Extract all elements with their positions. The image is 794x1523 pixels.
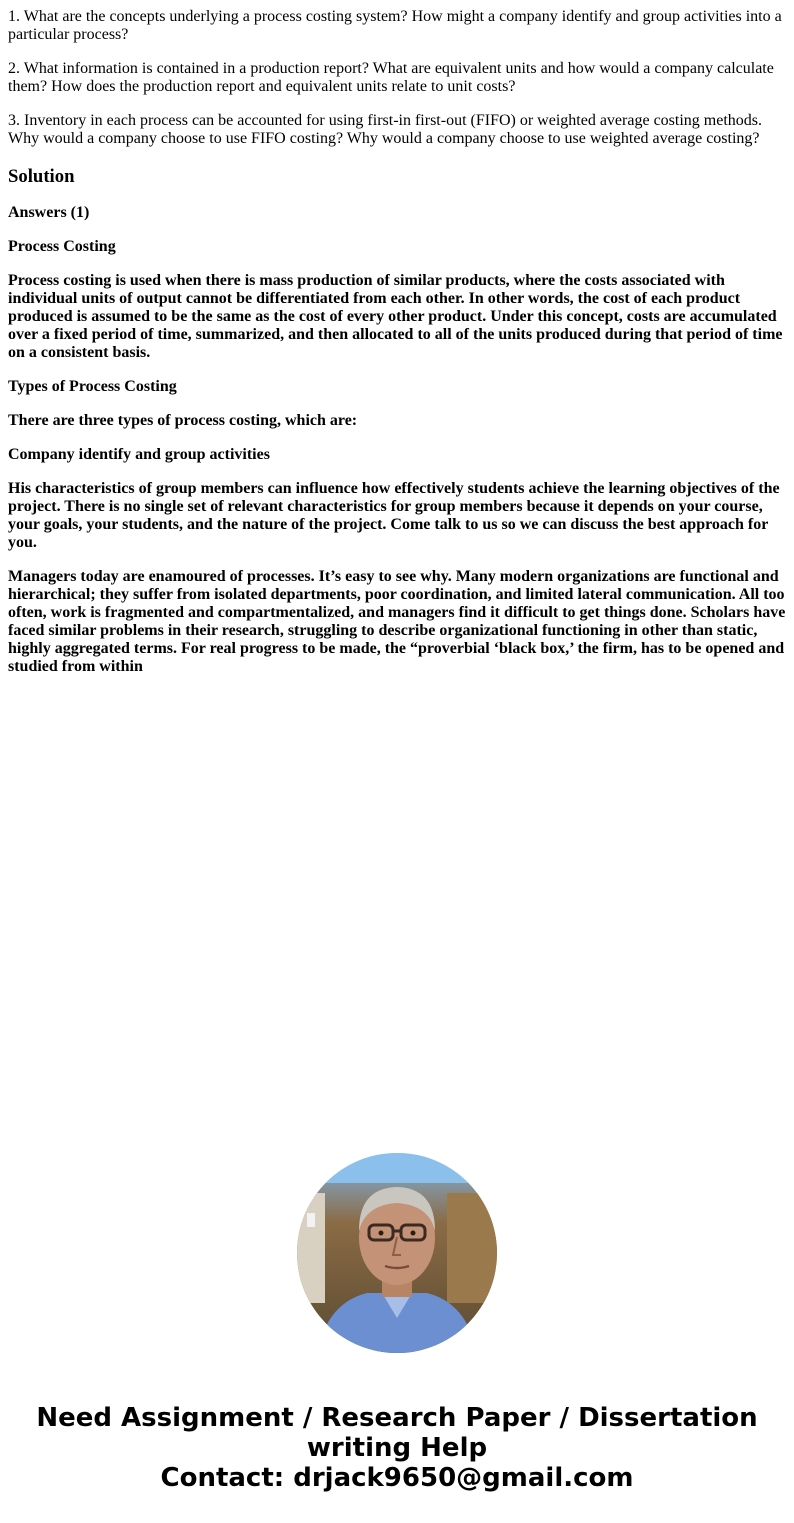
question-1: 1. What are the concepts underlying a process costing system? How might a company identify and group activities into a particular process? <box>8 8 782 43</box>
banner-line-1: Need Assignment / Research Paper / Dissertation <box>36 1403 758 1433</box>
question-2: 2. What information is contained in a production report? What are equivalent units and how would a company calculate them? How does the production report and equivalent units relate to unit costs? <box>8 60 774 95</box>
process-costing-paragraph: Process costing is used when there is mass production of similar products, where the costs associated with individual units of output cannot be differentiated from each other. In other words, the cost of each product produced is assumed to be the same as the cost of every other product. Under this concept, costs are accumulated over a fixed period of time, summarized, and then allocated to all of the units produced during that period of time on a consistent basis. <box>8 272 783 361</box>
types-heading: Types of Process Costing <box>8 378 177 395</box>
question-3: 3. Inventory in each process can be accounted for using first-in first-out (FIFO) or weighted average costing methods. Why would a company choose to use FIFO costing? Why would a company choose to use weighted average costing? <box>8 112 762 147</box>
types-paragraph: There are three types of process costing, which are: <box>8 412 358 429</box>
company-heading: Company identify and group activities <box>8 446 270 463</box>
author-photo <box>297 1153 497 1353</box>
company-paragraph: His characteristics of group members can influence how effectively students achieve the learning objectives of the project. There is no single set of relevant characteristics for group members because it depends on your course, your goals, your students, and the nature of the project. Come talk to us so we can discuss the best approach for you. <box>8 480 780 551</box>
document-content <box>8 0 786 692</box>
contact-email: Contact: drjack9650@gmail.com <box>160 1463 634 1493</box>
managers-paragraph: Managers today are enamoured of processes. It’s easy to see why. Many modern organizations are functional and hierarchical; they suffer from isolated departments, poor coordination, and limited lateral communication. All too often, work is fragmented and compartmentalized, and managers find it difficult to get things done. Scholars have faced similar problems in their research, struggling to describe organizational functioning in other than static, highly aggregated terms. For real progress to be made, the “proverbial ‘black box,’ the firm, has to be opened and studied from within <box>8 568 786 675</box>
banner-line-2: writing Help <box>306 1433 488 1463</box>
process-costing-heading: Process Costing <box>8 238 116 255</box>
contact-banner <box>0 1403 794 1493</box>
portrait-illustration <box>297 1153 497 1353</box>
answers-label: Answers (1) <box>8 204 90 221</box>
solution-heading: Solution <box>8 166 75 187</box>
